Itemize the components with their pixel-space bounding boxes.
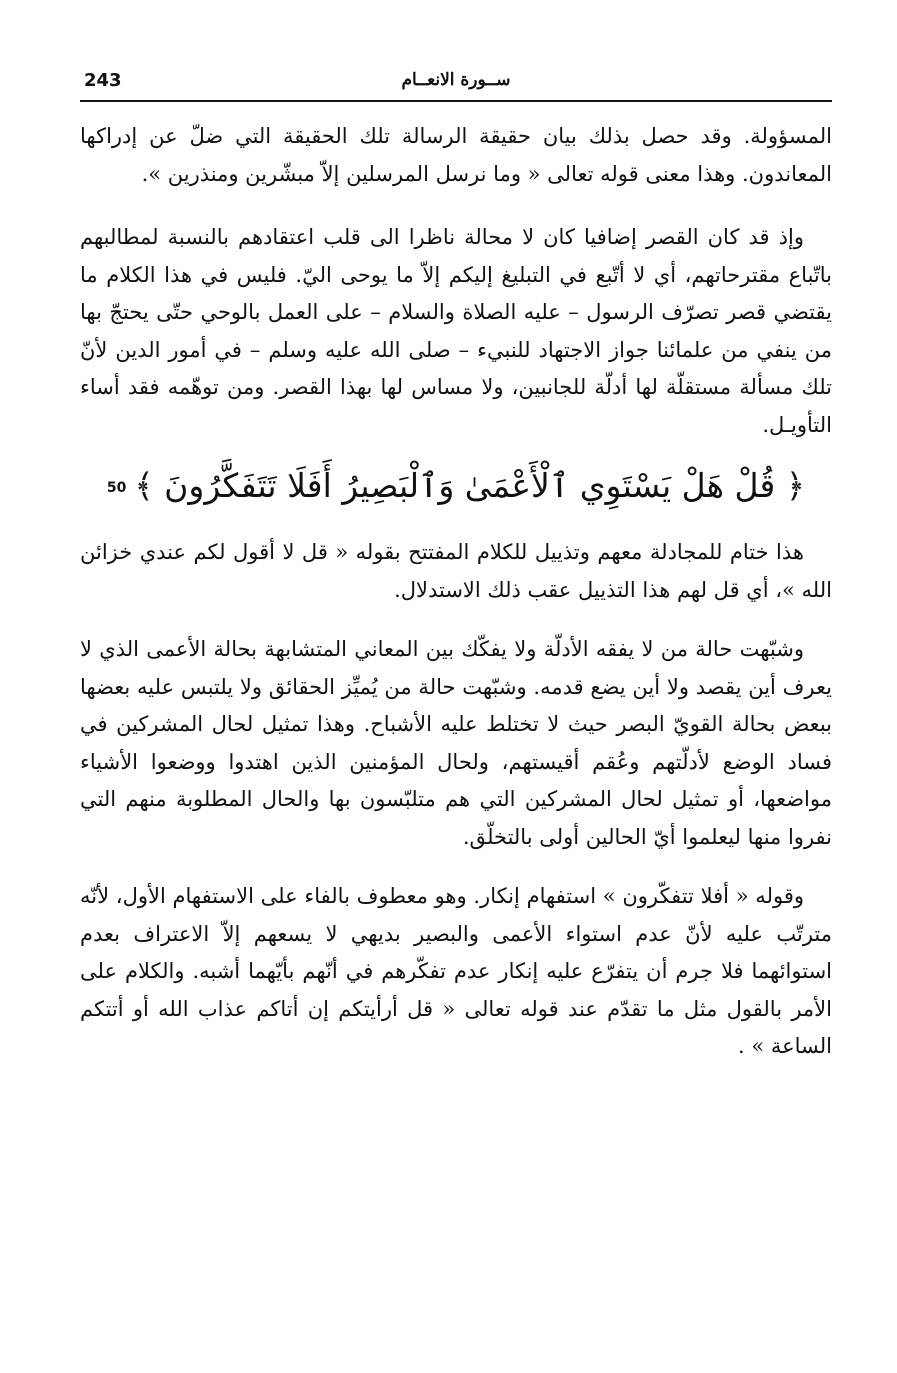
paragraph-qasr: وإذ قد كان القصر إضافيا كان لا محالة ناظرا الى قلب اعتقادهم بالنسبة لمطالبهم باتّباع مقترحاتهم، أي لا أتّبع في التبليغ إليكم إلاّ ما يوحى اليّ. فليس في هذا الكلام ما يقتضي قصر تصرّف الرسول – عليه الصلاة والسلام – على العمل بالوحي حتّى يحتجّ بها من ينفي من علمائنا جواز الاجتهاد للنبيء – صلى الله عليه وسلم – في أمور الدين لأنّ تلك مسألة مستقلّة لها أدلّة للجانبين، ولا مساس لها بهذا القصر. ومن توهّمه فقد أساء التأويـل. [80, 225, 832, 437]
commentary-paragraph-1: هذا ختام للمجادلة معهم وتذييل للكلام المفتتح بقوله « قل لا أقول لكم عندي خزائن الله »، أي قل لهم هذا التذييل عقب ذلك الاستدلال. [80, 540, 832, 602]
commentary-paragraph-2: وشبّهت حالة من لا يفقه الأدلّة ولا يفكّك بين المعاني المتشابهة بحالة الأعمى الذي لا يعرف أين يقصد ولا أين يضع قدمه. وشبّهت حالة من يُميِّز الحقائق ولا يلتبس عليه بعضها ببعض بحالة القويّ البصر حيث لا تختلط عليه الأشباح. وهذا تمثيل لحال المشركين في فساد الوضع لأدلّتهم وعُقم أقيستهم، ولحال المؤمنين الذين اهتدوا ووضعوا الأشياء مواضعها، أو تمثيل لحال المشركين التي هم متلبّسون بها والحال المطلوبة منهم التي نفروا منها ليعلموا أيّ الحالين أولى بالتخلّق. [80, 637, 832, 849]
page-header [80, 64, 832, 100]
page-number: 243 [84, 70, 122, 91]
verse-number: 50 [106, 480, 127, 496]
header-rule [80, 100, 832, 102]
paragraph-gap [80, 609, 832, 631]
paragraph-gap [80, 193, 832, 219]
page-content [80, 118, 832, 1066]
commentary-paragraph-3: وقوله « أفلا تتفكّرون » استفهام إنكار. وهو معطوف بالفاء على الاستفهام الأول، لأنّه مترتّب عليه لأنّ عدم استواء الأعمى والبصير بديهي لا يسعهم إلاّ الاعتراف بعدم استوائهما فلا جرم أن يتفرّع عليه إنكار عدم تفكّرهم في أنّهم بأيّهما أشبه. والكلام على الأمر بالقول مثل ما تقدّم عند قوله تعالى « قل أرأيتكم إن أتاكم عذاب الله أو أتتكم الساعة » . [80, 884, 832, 1058]
quran-verse [80, 444, 832, 534]
paragraph-continuation: المسؤولة. وقد حصل بذلك بيان حقيقة الرسالة تلك الحقيقة التي ضلّ عن إدراكها المعاندون. وهذا معنى قوله تعالى « وما نرسل المرسلين إلاّ مبشّرين ومنذرين ». [80, 124, 832, 186]
verse-text: ﴿ قُلْ هَلْ يَسْتَوِي ٱلْأَعْمَىٰ وَٱلْبَصِيرُ أَفَلَا تَتَفَكَّرُونَ ﴾ [134, 466, 806, 505]
paragraph-gap [80, 856, 832, 878]
running-title: ســورة الانعــام [401, 70, 511, 90]
